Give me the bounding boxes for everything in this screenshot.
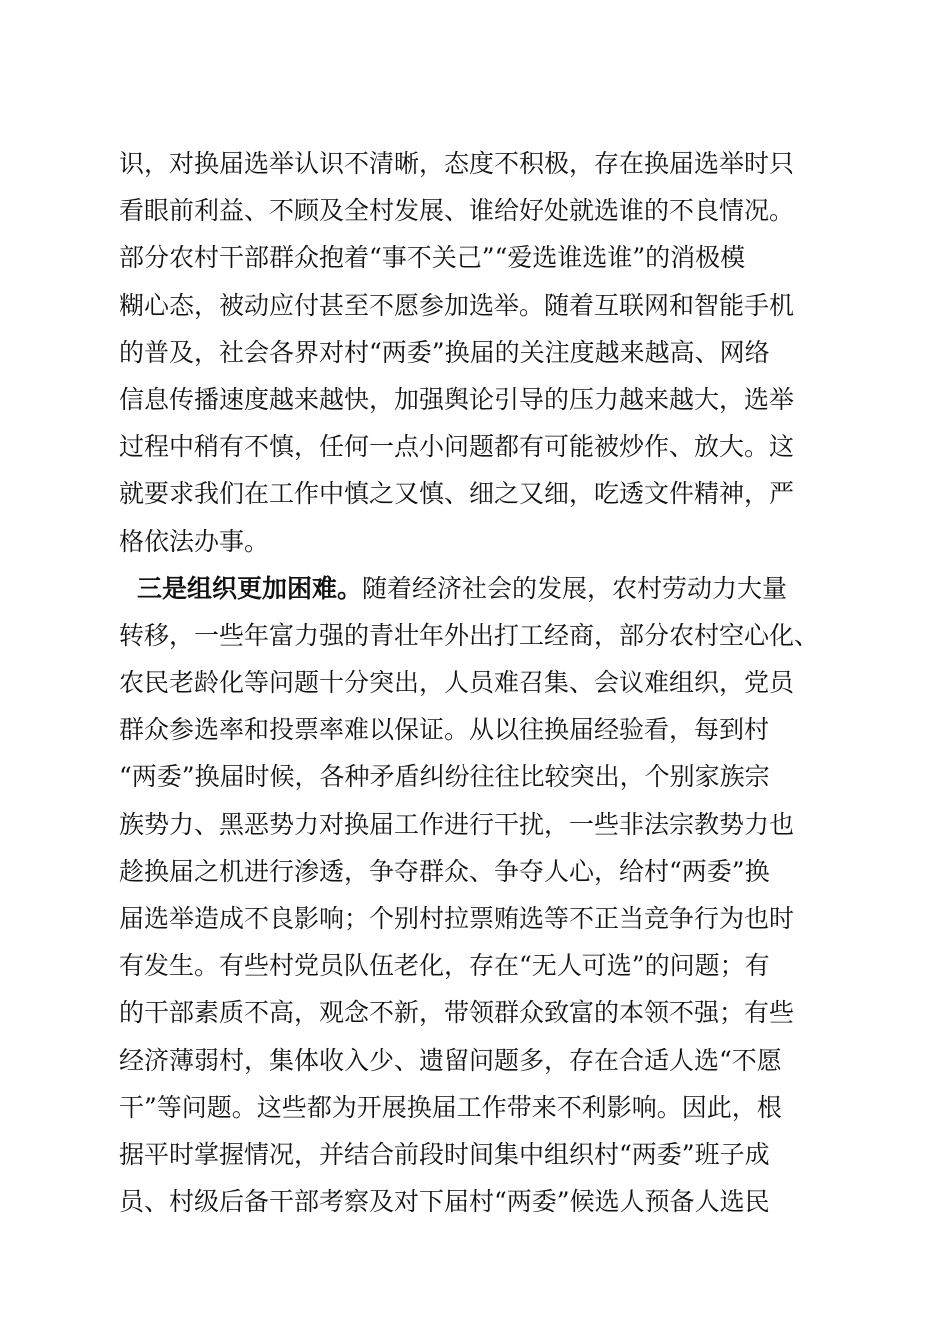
paragraph-1 — [119, 140, 839, 565]
text-line: 族势力、黑恶势力对换届工作进行干扰，一些非法宗教势力也 — [119, 809, 795, 839]
text-line: 届选举造成不良影响；个别村拉票贿选等不正当竞争行为也时 — [119, 904, 795, 933]
text-line: 农民老龄化等问题十分突出，人员难召集、会议难组织，党员 — [119, 668, 795, 698]
text-line: 干”等问题。这些都为开展换届工作带来不利影响。因此，根 — [119, 1092, 782, 1122]
text-line: 经济薄弱村，集体收入少、遗留问题多，存在合适人选“不愿 — [119, 1045, 782, 1075]
section-lead-heading: 三是组织更加困难。 — [137, 573, 363, 603]
text-line: 看眼前利益、不顾及全村发展、谁给好处就选谁的不良情况。 — [119, 196, 795, 226]
text-line: 识，对换届选举认识不清晰，态度不积极，存在换届选举时只 — [119, 149, 795, 178]
text-line: 据平时掌握情况，并结合前段时间集中组织村“两委”班子成 — [119, 1139, 770, 1169]
text-line: 就要求我们在工作中慎之又慎、细之又细，吃透文件精神，严 — [119, 479, 795, 509]
text-line: 员、村级后备干部考察及对下届村“两委”候选人预备人选民 — [119, 1187, 770, 1217]
text-line: 信息传播速度越来越快，加强舆论引导的压力越来越大，选举 — [119, 384, 795, 414]
text-line: 的普及，社会各界对村“两委”换届的关注度越来越高、网络 — [119, 337, 770, 367]
text-line: 有发生。有些村党员队伍老化，存在“无人可选”的问题；有 — [119, 951, 770, 981]
text-line: 群众参选率和投票率难以保证。从以往换届经验看，每到村 — [119, 715, 770, 745]
body-text — [119, 140, 839, 1225]
text-line: 部分农村干部群众抱着“事不关己”“爱选谁选谁”的消极模 — [119, 243, 746, 273]
text-line: 过程中稍有不慎，任何一点小问题都有可能被炒作、放大。这 — [119, 432, 795, 462]
text-line: 糊心态，被动应付甚至不愿参加选举。随着互联网和智能手机 — [119, 290, 795, 320]
text-span: 随着经济社会的发展，农村劳动力大量 — [362, 573, 788, 603]
paragraph-2 — [119, 565, 839, 1226]
text-line: “两委”换届时候，各种矛盾纠纷往往比较突出，个别家族宗 — [119, 762, 770, 792]
text-line: 趁换届之机进行渗透，争夺群众、争夺人心，给村“两委”换 — [119, 856, 770, 886]
text-line: 的干部素质不高，观念不新，带领群众致富的本领不强；有些 — [119, 998, 795, 1028]
text-line: 转移，一些年富力强的青壮年外出打工经商，部分农村空心化、 — [119, 620, 820, 650]
text-line: 格依法办事。 — [119, 526, 270, 556]
paragraph-first-line — [119, 565, 839, 612]
